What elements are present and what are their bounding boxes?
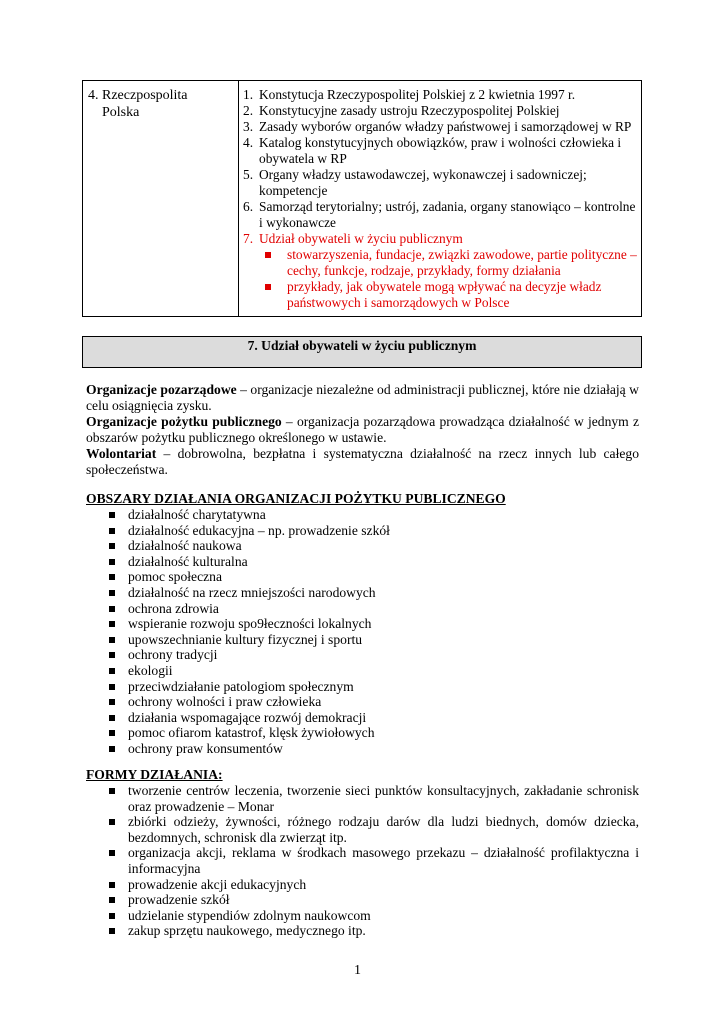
topics-cell xyxy=(239,81,642,317)
areas-heading: OBSZARY DZIAŁANIA ORGANIZACJI POŻYTKU PUBLICZNEGO xyxy=(86,491,506,506)
forms-heading: FORMY DZIAŁANIA: xyxy=(86,767,223,782)
bullet-square-icon xyxy=(265,252,271,258)
bullet-square-icon xyxy=(109,913,115,919)
bullet-square-icon xyxy=(109,590,115,596)
definition: Organizacje pożytku publicznego – organizacja pozarządowa prowadząca działalność w jednym z obszarów pożytku publicznego określonego w ustawie. xyxy=(86,414,639,445)
list-item: działania wspomagające rozwój demokracji xyxy=(86,710,639,726)
bullet-square-icon xyxy=(109,559,115,565)
section-name-line1: 4. Rzeczpospolita xyxy=(88,88,188,103)
list-item: ochrony praw konsumentów xyxy=(86,741,639,757)
list-item: działalność edukacyjna – np. prowadzenie szkół xyxy=(86,523,639,539)
list-item: stowarzyszenia, fundacje, związki zawodowe, partie polityczne – cechy, funkcje, rodzaje, przykłady, formy działania xyxy=(243,247,637,279)
bullet-square-icon xyxy=(109,882,115,888)
definition-term: Wolontariat xyxy=(86,446,157,461)
list-item: prowadzenie szkół xyxy=(86,892,639,908)
list-item: przykłady, jak obywatele mogą wpływać na decyzje władz państwowych i samorządowych w Polsce xyxy=(243,279,637,311)
topics-list xyxy=(243,87,637,247)
bullet-square-icon xyxy=(109,684,115,690)
bullet-square-icon xyxy=(109,897,115,903)
bullet-square-icon xyxy=(109,850,115,856)
list-item: 1. Konstytucja Rzeczypospolitej Polskiej z 2 kwietnia 1997 r. xyxy=(243,87,576,102)
bullet-square-icon xyxy=(109,699,115,705)
definition-term: Organizacje pozarządowe xyxy=(86,382,237,397)
bullet-square-icon xyxy=(109,746,115,752)
bullet-square-icon xyxy=(109,668,115,674)
list-item: ochrony tradycji xyxy=(86,647,639,663)
list-item: prowadzenie akcji edukacyjnych xyxy=(86,877,639,893)
definition: Organizacje pozarządowe – organizacje niezależne od administracji publicznej, które nie działają w celu osiągnięcia zysku. xyxy=(86,382,639,413)
list-item-highlighted: 7. Udział obywateli w życiu publicznym xyxy=(243,231,463,246)
table-row xyxy=(83,81,642,317)
list-item: 3. Zasady wyborów organów władzy państwowej i samorządowej w RP xyxy=(243,119,632,134)
bullet-square-icon xyxy=(109,543,115,549)
bullet-square-icon xyxy=(109,730,115,736)
list-item: ekologii xyxy=(86,663,639,679)
list-item: 4. Katalog konstytucyjnych obowiązków, praw i wolności człowieka i obywatela w RP xyxy=(243,135,622,166)
list-item: 2. Konstytucyjne zasady ustroju Rzeczypospolitej Polskiej xyxy=(243,103,560,118)
section-title: 7. Udział obywateli w życiu publicznym xyxy=(82,336,642,368)
list-item: zakup sprzętu naukowego, medycznego itp. xyxy=(86,923,639,939)
bullet-square-icon xyxy=(265,284,271,290)
bullet-square-icon xyxy=(109,606,115,612)
definition-term: Organizacje pożytku publicznego xyxy=(86,414,282,429)
list-item: działalność naukowa xyxy=(86,538,639,554)
list-item: 6. Samorząd terytorialny; ustrój, zadania, organy stanowiąco – kontrolne i wykonawcze xyxy=(243,199,636,230)
topic-sublist xyxy=(243,247,637,311)
bullet-square-icon xyxy=(109,621,115,627)
list-item: zbiórki odzieży, żywności, różnego rodzaju darów dla ludzi biednych, domów dziecka, bezdomnych, schronisk dla zwierząt itp. xyxy=(86,814,639,845)
bullet-square-icon xyxy=(109,788,115,794)
bullet-square-icon xyxy=(109,512,115,518)
bullet-square-icon xyxy=(109,574,115,580)
list-item: działalność na rzecz mniejszości narodowych xyxy=(86,585,639,601)
list-item: pomoc społeczna xyxy=(86,569,639,585)
list-item: 5. Organy władzy ustawodawczej, wykonawczej i sadowniczej; kompetencje xyxy=(243,167,587,198)
bullet-square-icon xyxy=(109,819,115,825)
bullet-square-icon xyxy=(109,715,115,721)
areas-list xyxy=(86,507,639,757)
section-cell xyxy=(83,81,239,317)
page-number: 1 xyxy=(354,963,361,978)
list-item: działalność charytatywna xyxy=(86,507,639,523)
list-item: pomoc ofiarom katastrof, klęsk żywiołowych xyxy=(86,725,639,741)
definitions xyxy=(86,382,639,478)
list-item: udzielanie stypendiów zdolnym naukowcom xyxy=(86,908,639,924)
list-item: tworzenie centrów leczenia, tworzenie sieci punktów konsultacyjnych, zakładanie schronisk oraz prowadzenie – Monar xyxy=(86,783,639,814)
list-item: działalność kulturalna xyxy=(86,554,639,570)
definition: Wolontariat – dobrowolna, bezpłatna i systematyczna działalność na rzecz innych lub całego społeczeństwa. xyxy=(86,446,639,477)
forms-list xyxy=(86,783,639,939)
section-name-line2: Polska xyxy=(102,105,140,120)
list-item: przeciwdziałanie patologiom społecznym xyxy=(86,679,639,695)
list-item: organizacja akcji, reklama w środkach masowego przekazu – działalność profilaktyczna i informacyjna xyxy=(86,845,639,876)
curriculum-table xyxy=(82,80,642,317)
bullet-square-icon xyxy=(109,652,115,658)
bullet-square-icon xyxy=(109,928,115,934)
list-item: wspieranie rozwoju spo9łeczności lokalnych xyxy=(86,616,639,632)
list-item: ochrona zdrowia xyxy=(86,601,639,617)
bullet-square-icon xyxy=(109,637,115,643)
list-item: upowszechnianie kultury fizycznej i sportu xyxy=(86,632,639,648)
bullet-square-icon xyxy=(109,528,115,534)
list-item: ochrony wolności i praw człowieka xyxy=(86,694,639,710)
